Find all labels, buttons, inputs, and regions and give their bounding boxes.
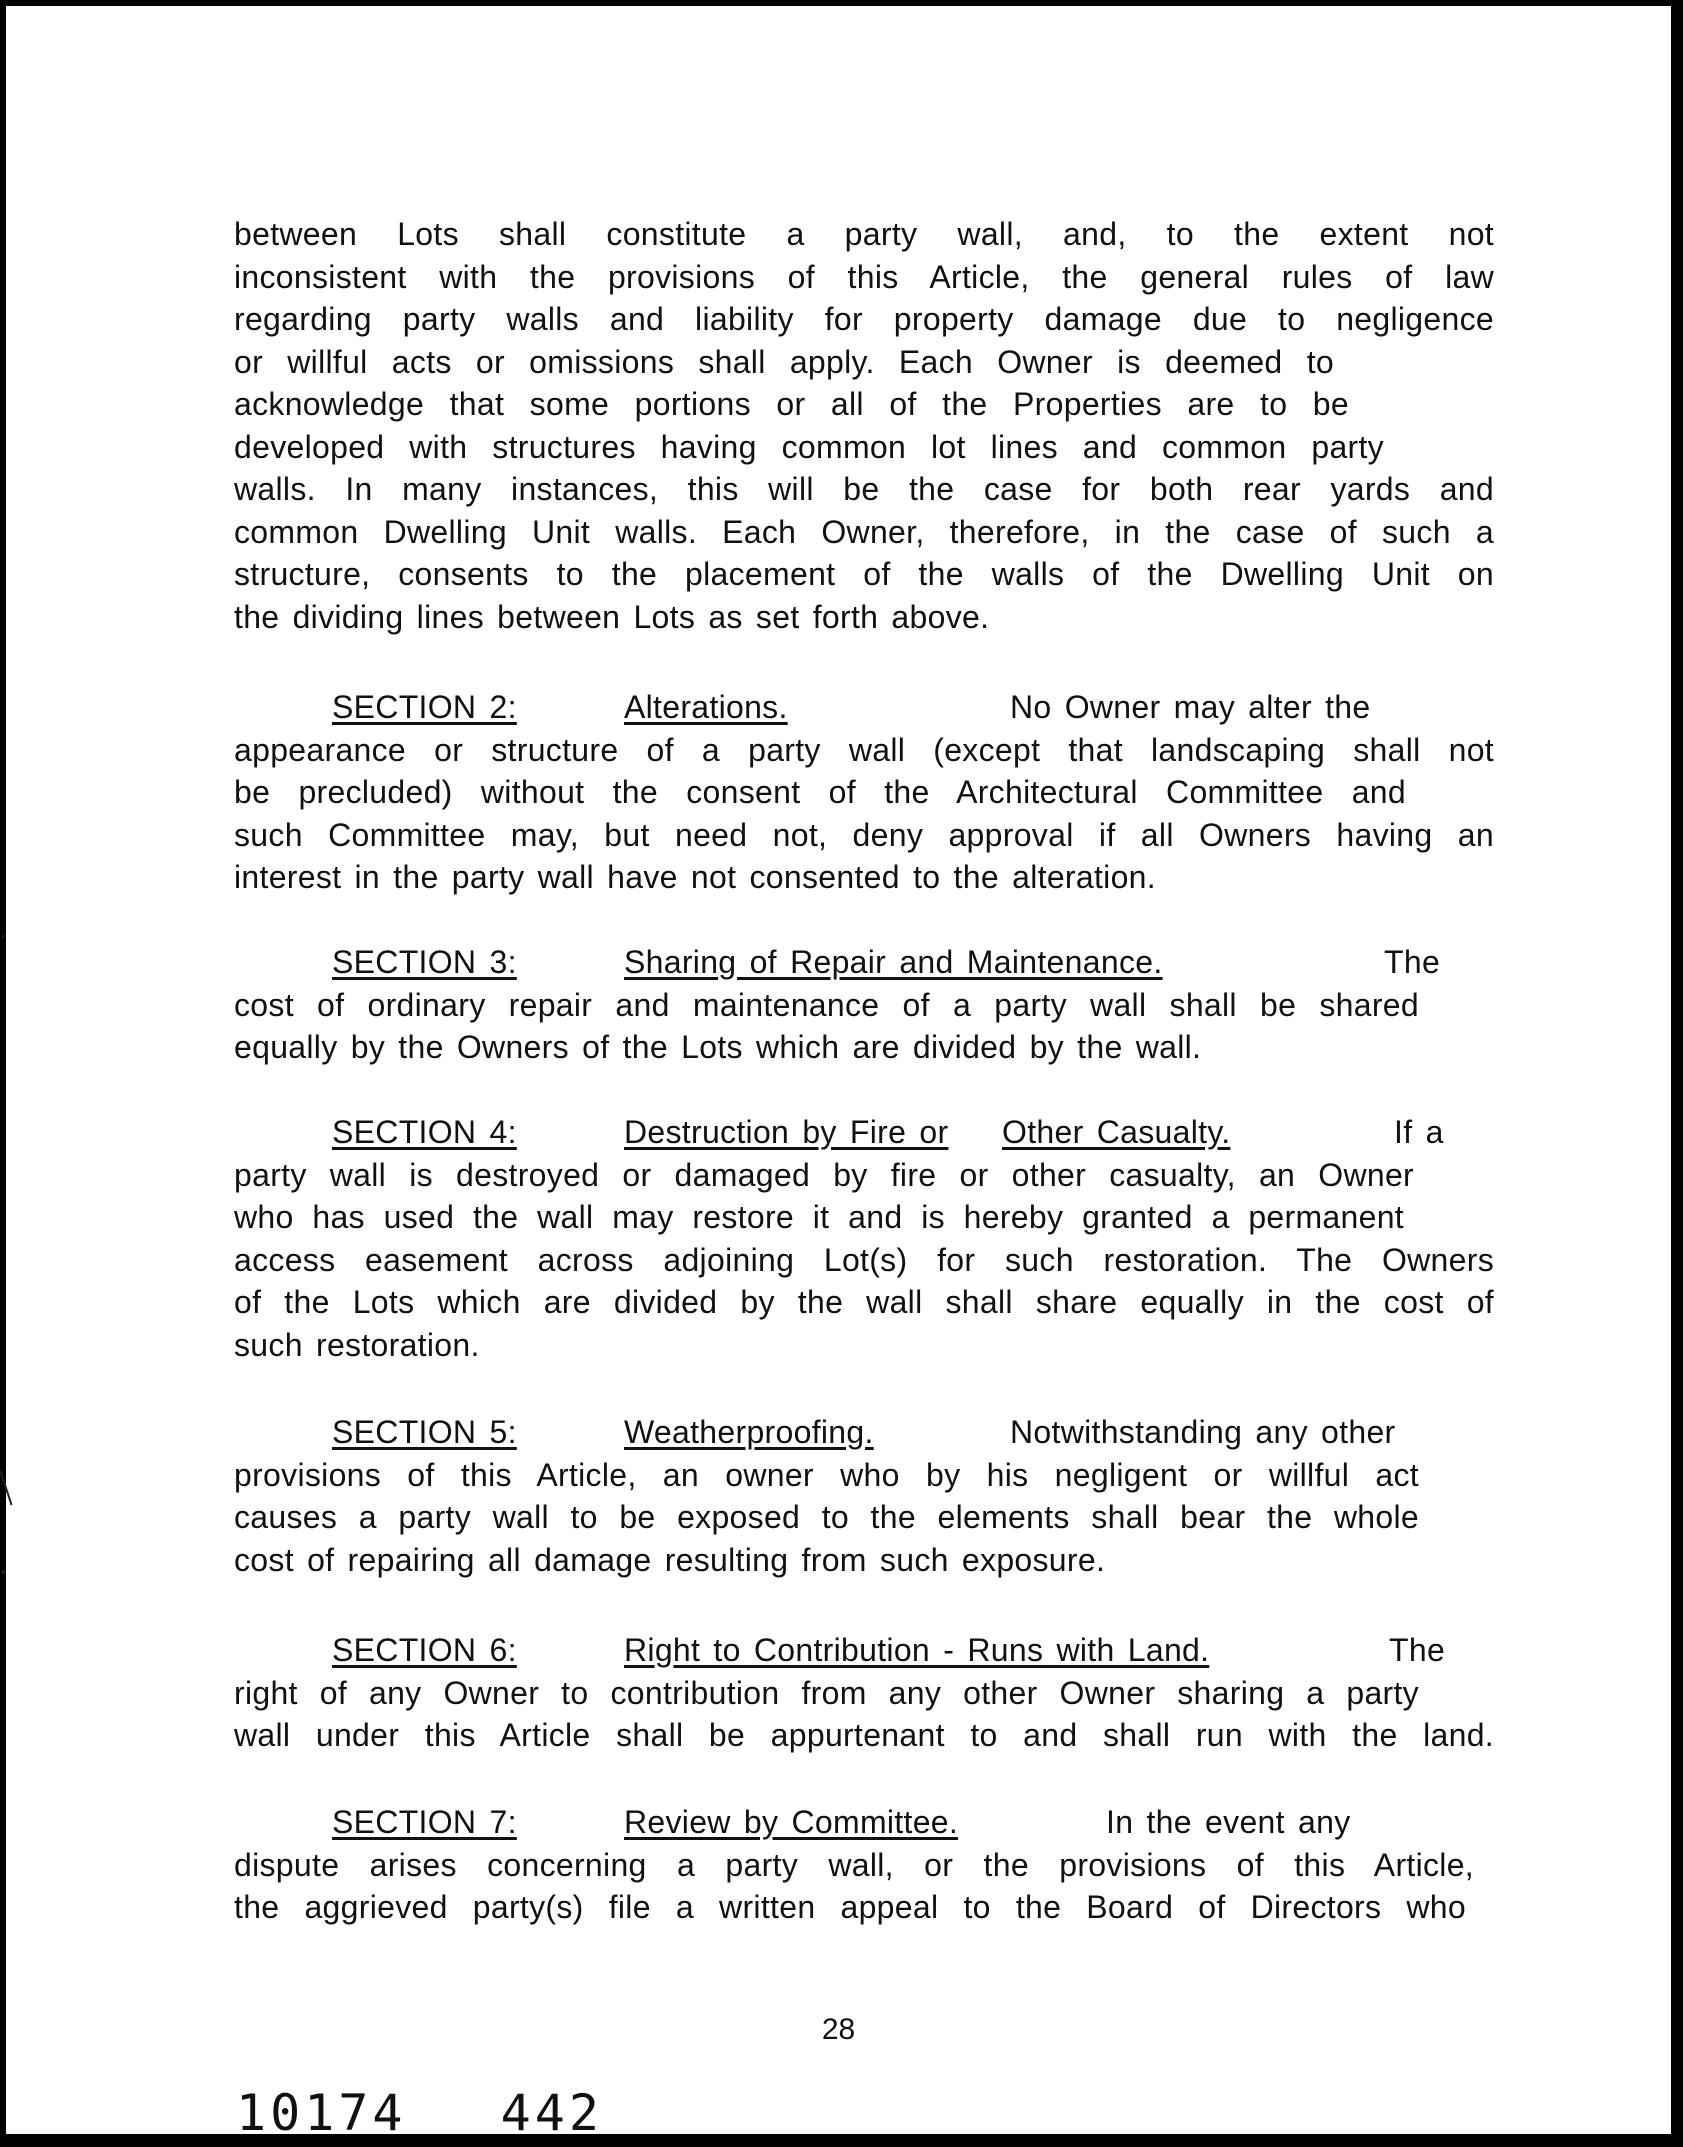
section-label: SECTION 4:: [332, 1114, 517, 1150]
section-lead-text: Notwithstanding any other: [1010, 1414, 1396, 1450]
text-line: right of any Owner to contribution from any other Owner sharing a party: [234, 1674, 1419, 1711]
text-line: common Dwelling Unit walls. Each Owner, therefore, in the case of such a: [234, 513, 1494, 550]
section-heading: [234, 1629, 1494, 1672]
section-4: [234, 1111, 1494, 1366]
section-heading: [234, 1801, 1494, 1844]
section-2: [234, 686, 1494, 899]
section-3: [234, 941, 1494, 1069]
text-line: party wall is destroyed or damaged by fire or other casualty, an Owner: [234, 1156, 1414, 1193]
section-lead-text: No Owner may alter the: [1010, 689, 1371, 725]
section-heading: [234, 941, 1494, 984]
text-line: between Lots shall constitute a party wall, and, to the extent not: [234, 216, 1494, 252]
section-title: Sharing of Repair and Maintenance.: [624, 944, 1163, 980]
text-line: the dividing lines between Lots as set forth above.: [234, 598, 990, 635]
text-line: cost of ordinary repair and maintenance of a party wall shall be shared: [234, 986, 1419, 1023]
section-lead-text: The: [1389, 1632, 1446, 1668]
section-heading: [234, 686, 1494, 729]
section-label: SECTION 7:: [332, 1804, 517, 1840]
text-line: of the Lots which are divided by the wall shall share equally in the cost of: [234, 1284, 1494, 1320]
text-line: cost of repairing all damage resulting from such exposure.: [234, 1541, 1106, 1578]
section-5: [234, 1411, 1494, 1581]
section-7: [234, 1801, 1494, 1929]
section-label: SECTION 6:: [332, 1632, 517, 1668]
text-line: equally by the Owners of the Lots which are divided by the wall.: [234, 1029, 1202, 1065]
text-line: access easement across adjoining Lot(s) for such restoration. The Owners: [234, 1241, 1494, 1278]
text-line: be precluded) without the consent of the Architectural Committee and: [234, 774, 1406, 810]
section-label: SECTION 3:: [332, 944, 517, 980]
text-line: structure, consents to the placement of the walls of the Dwelling Unit on: [234, 556, 1494, 592]
section-title: Alterations.: [624, 689, 788, 725]
section-lead-text: If a: [1394, 1114, 1444, 1150]
section-lead-text: The: [1384, 944, 1441, 980]
scan-speck: [2, 935, 4, 938]
text-line: provisions of this Article, an owner who by his negligent or willful act: [234, 1456, 1419, 1493]
text-line: inconsistent with the provisions of this Article, the general rules of law: [234, 258, 1494, 295]
text-line: such restoration.: [234, 1326, 480, 1363]
text-line: developed with structures having common lot lines and common party: [234, 428, 1384, 465]
section-title-continued: Other Casualty.: [1002, 1114, 1231, 1150]
section-lead-text: In the event any: [1106, 1804, 1351, 1840]
text-line: such Committee may, but need not, deny approval if all Owners having an: [234, 816, 1494, 853]
intro-paragraph: [234, 213, 1494, 638]
section-label: SECTION 5:: [332, 1414, 517, 1450]
section-heading: [234, 1111, 1494, 1154]
section-title: Weatherproofing.: [624, 1414, 874, 1450]
text-line: acknowledge that some portions or all of the Properties are to be: [234, 386, 1349, 422]
text-line: causes a party wall to be exposed to the elements shall bear the whole: [234, 1499, 1419, 1535]
section-title: Right to Contribution - Runs with Land.: [624, 1632, 1210, 1668]
section-6: [234, 1629, 1494, 1757]
section-title: Destruction by Fire or: [624, 1114, 949, 1150]
text-line: or willful acts or omissions shall apply. Each Owner is deemed to: [234, 343, 1334, 380]
text-line: who has used the wall may restore it and is hereby granted a permanent: [234, 1199, 1404, 1235]
text-line: regarding party walls and liability for property damage due to negligence: [234, 301, 1494, 337]
text-line: the aggrieved party(s) file a written appeal to the Board of Directors who: [234, 1889, 1466, 1925]
text-line: wall under this Article shall be appurtenant to and shall run with the land.: [234, 1717, 1494, 1753]
section-label: SECTION 2:: [332, 689, 517, 725]
text-line: walls. In many instances, this will be the case for both rear yards and: [234, 471, 1494, 507]
document-page: [6, 6, 1671, 2142]
scan-speck: [2, 1570, 5, 1574]
section-title: Review by Committee.: [624, 1804, 959, 1840]
page-number: 28: [821, 2013, 856, 2046]
text-line: dispute arises concerning a party wall, or the provisions of this Article,: [234, 1846, 1474, 1883]
text-line: appearance or structure of a party wall (except that landscaping shall not: [234, 731, 1494, 768]
text-line: interest in the party wall have not consented to the alteration.: [234, 859, 1156, 895]
recording-stamp: [236, 2084, 603, 2142]
section-heading: [234, 1411, 1494, 1454]
page-reference: 442: [500, 2084, 603, 2142]
book-number: 10174: [236, 2084, 407, 2142]
